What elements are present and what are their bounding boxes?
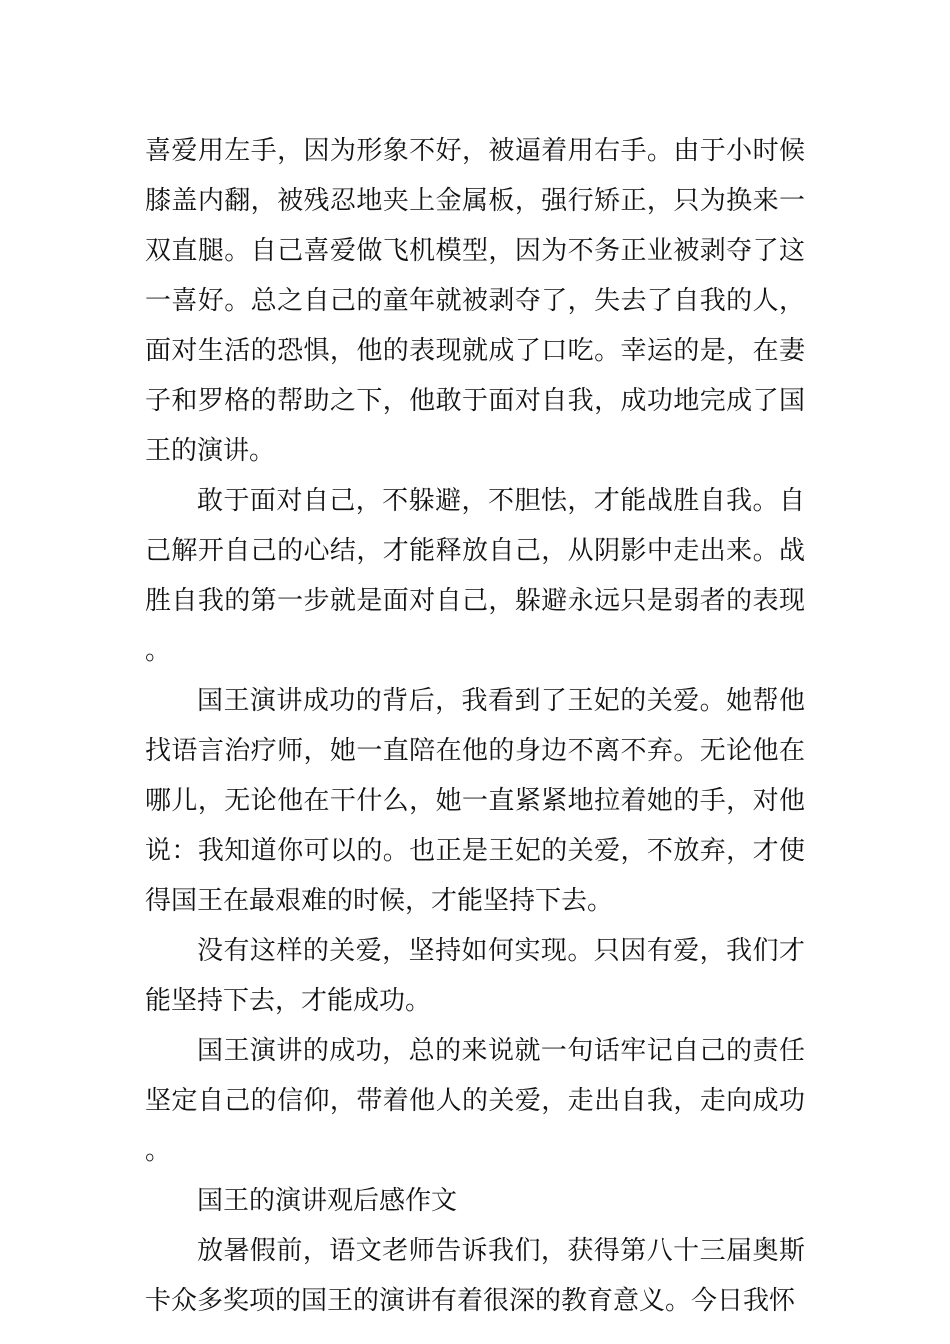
paragraph: 放暑假前，语文老师告诉我们，获得第八十三届奥斯卡众多奖项的国王的演讲有着很深的教育意义。今日我怀	[145, 1236, 805, 1316]
section-heading: 国王的演讲观后感作文	[197, 1186, 458, 1216]
document-body	[145, 126, 805, 1326]
paragraph: 国王演讲的成功，总的来说就一句话牢记自己的责任坚定自己的信仰，带着他人的关爱，走出自我，走向成功。	[145, 1036, 805, 1166]
paragraph: 没有这样的关爱，坚持如何实现。只因有爱，我们才能坚持下去，才能成功。	[145, 936, 805, 1016]
paragraph: 国王演讲成功的背后，我看到了王妃的关爱。她帮他找语言治疗师，她一直陪在他的身边不离不弃。无论他在哪儿，无论他在干什么，她一直紧紧地拉着她的手，对他说：我知道你可以的。也正是王妃的关爱，不放弃，才使得国王在最艰难的时候，才能坚持下去。	[145, 686, 805, 916]
paragraph: 敢于面对自己，不躲避，不胆怯，才能战胜自我。自己解开自己的心结，才能释放自己，从阴影中走出来。战胜自我的第一步就是面对自己，躲避永远只是弱者的表现。	[145, 486, 805, 666]
paragraph-continued: 喜爱用左手，因为形象不好，被逼着用右手。由于小时候膝盖内翻，被残忍地夹上金属板，强行矫正，只为换来一双直腿。自己喜爱做飞机模型，因为不务正业被剥夺了这一喜好。总之自己的童年就被剥夺了，失去了自我的人，面对生活的恐惧，他的表现就成了口吃。幸运的是，在妻子和罗格的帮助之下，他敢于面对自我，成功地完成了国王的演讲。	[145, 136, 805, 466]
